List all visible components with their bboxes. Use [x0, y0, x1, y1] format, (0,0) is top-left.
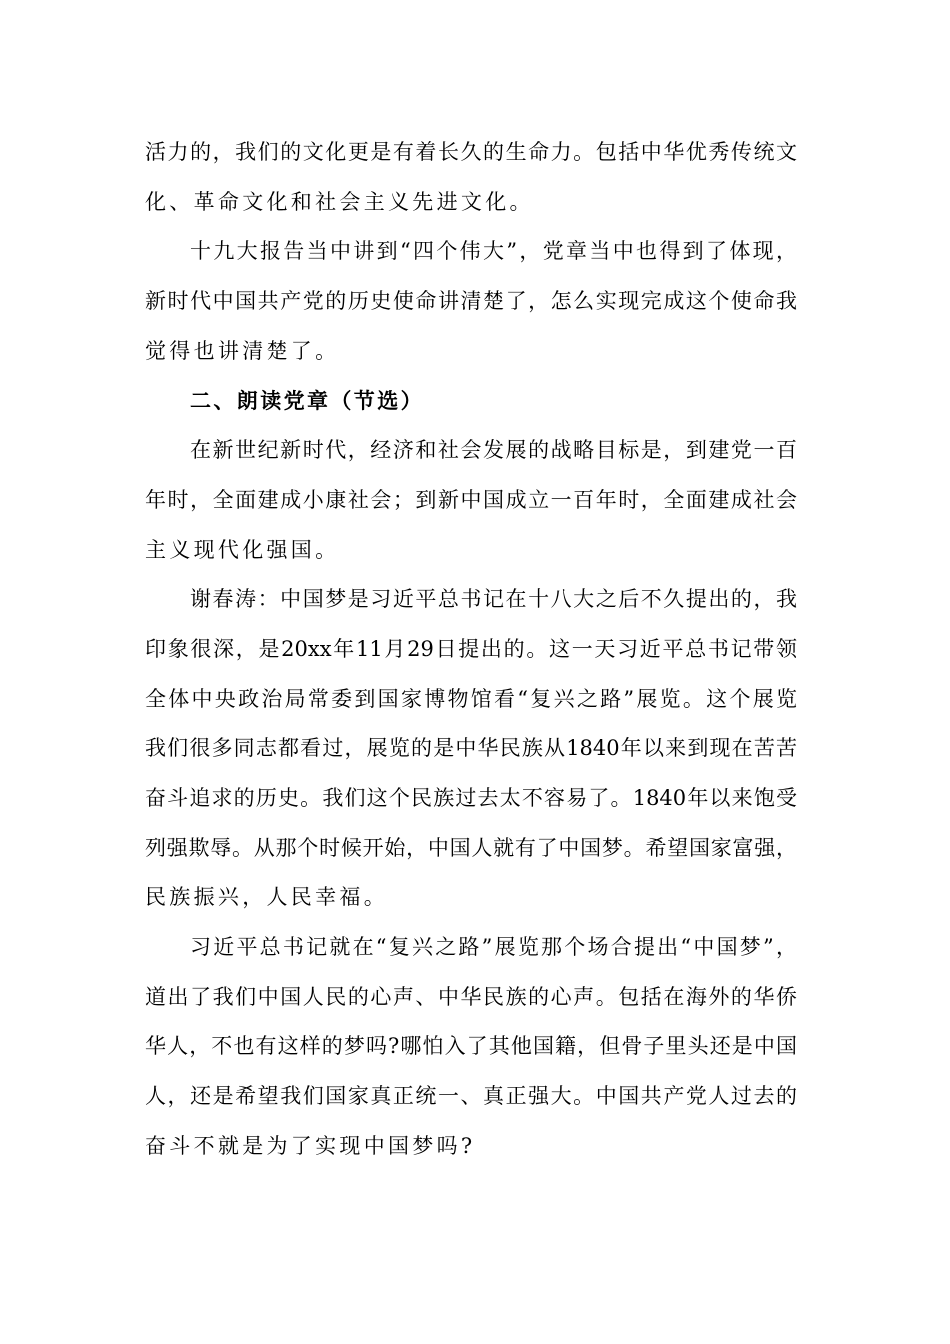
- text-line: 主义现代化强国。: [145, 537, 340, 562]
- document-body: [145, 128, 797, 1171]
- text-line: 奋斗不就是为了实现中国梦吗?: [145, 1133, 476, 1158]
- text-line: 觉得也讲清楚了。: [145, 338, 340, 363]
- section-heading: [145, 376, 797, 426]
- text-line: 道出了我们中国人民的心声、中华民族的心声。包括在海外的华侨: [145, 984, 797, 1009]
- text-line: 华人，不也有这样的梦吗?哪怕入了其他国籍，但骨子里头还是中国: [145, 1034, 797, 1059]
- text-line: 民族振兴，人民幸福。: [145, 885, 388, 910]
- paragraph-four-greats: [145, 227, 797, 376]
- text-line: 全体中央政治局常委到国家博物馆看“复兴之路”展览。这个展览: [145, 686, 797, 711]
- paragraph-chinese-dream: [145, 575, 797, 923]
- text-line: 列强欺辱。从那个时候开始，中国人就有了中国梦。希望国家富强，: [145, 835, 797, 860]
- text-line: 新时代中国共产党的历史使命讲清楚了，怎么实现完成这个使命我: [145, 289, 797, 314]
- text-line: 活力的，我们的文化更是有着长久的生命力。包括中华优秀传统文: [145, 140, 797, 164]
- text-line: 我们很多同志都看过，展览的是中华民族从1840年以来到现在苦苦: [145, 736, 797, 761]
- text-line: 十九大报告当中讲到“四个伟大”，党章当中也得到了体现，: [190, 239, 797, 264]
- text-line: 印象很深，是20xx年11月29日提出的。这一天习近平总书记带领: [145, 636, 797, 661]
- paragraph-strategic-goals: [145, 426, 797, 575]
- text-line: 在新世纪新时代，经济和社会发展的战略目标是，到建党一百: [190, 438, 797, 463]
- text-line: 谢春涛：中国梦是习近平总书记在十八大之后不久提出的，我: [190, 587, 797, 612]
- section-heading-text: 二、朗读党章（节选）: [190, 388, 424, 414]
- paragraph-culture: [145, 128, 797, 227]
- paragraph-road-to-rejuvenation: [145, 923, 797, 1171]
- text-line: 化、革命文化和社会主义先进文化。: [145, 189, 534, 214]
- text-line: 人，还是希望我们国家真正统一、真正强大。中国共产党人过去的: [145, 1084, 797, 1109]
- text-line: 年时，全面建成小康社会；到新中国成立一百年时，全面建成社会: [145, 487, 797, 512]
- text-line: 奋斗追求的历史。我们这个民族过去太不容易了。1840年以来饱受: [145, 785, 797, 810]
- text-line: 习近平总书记就在“复兴之路”展览那个场合提出“中国梦”，: [190, 935, 797, 959]
